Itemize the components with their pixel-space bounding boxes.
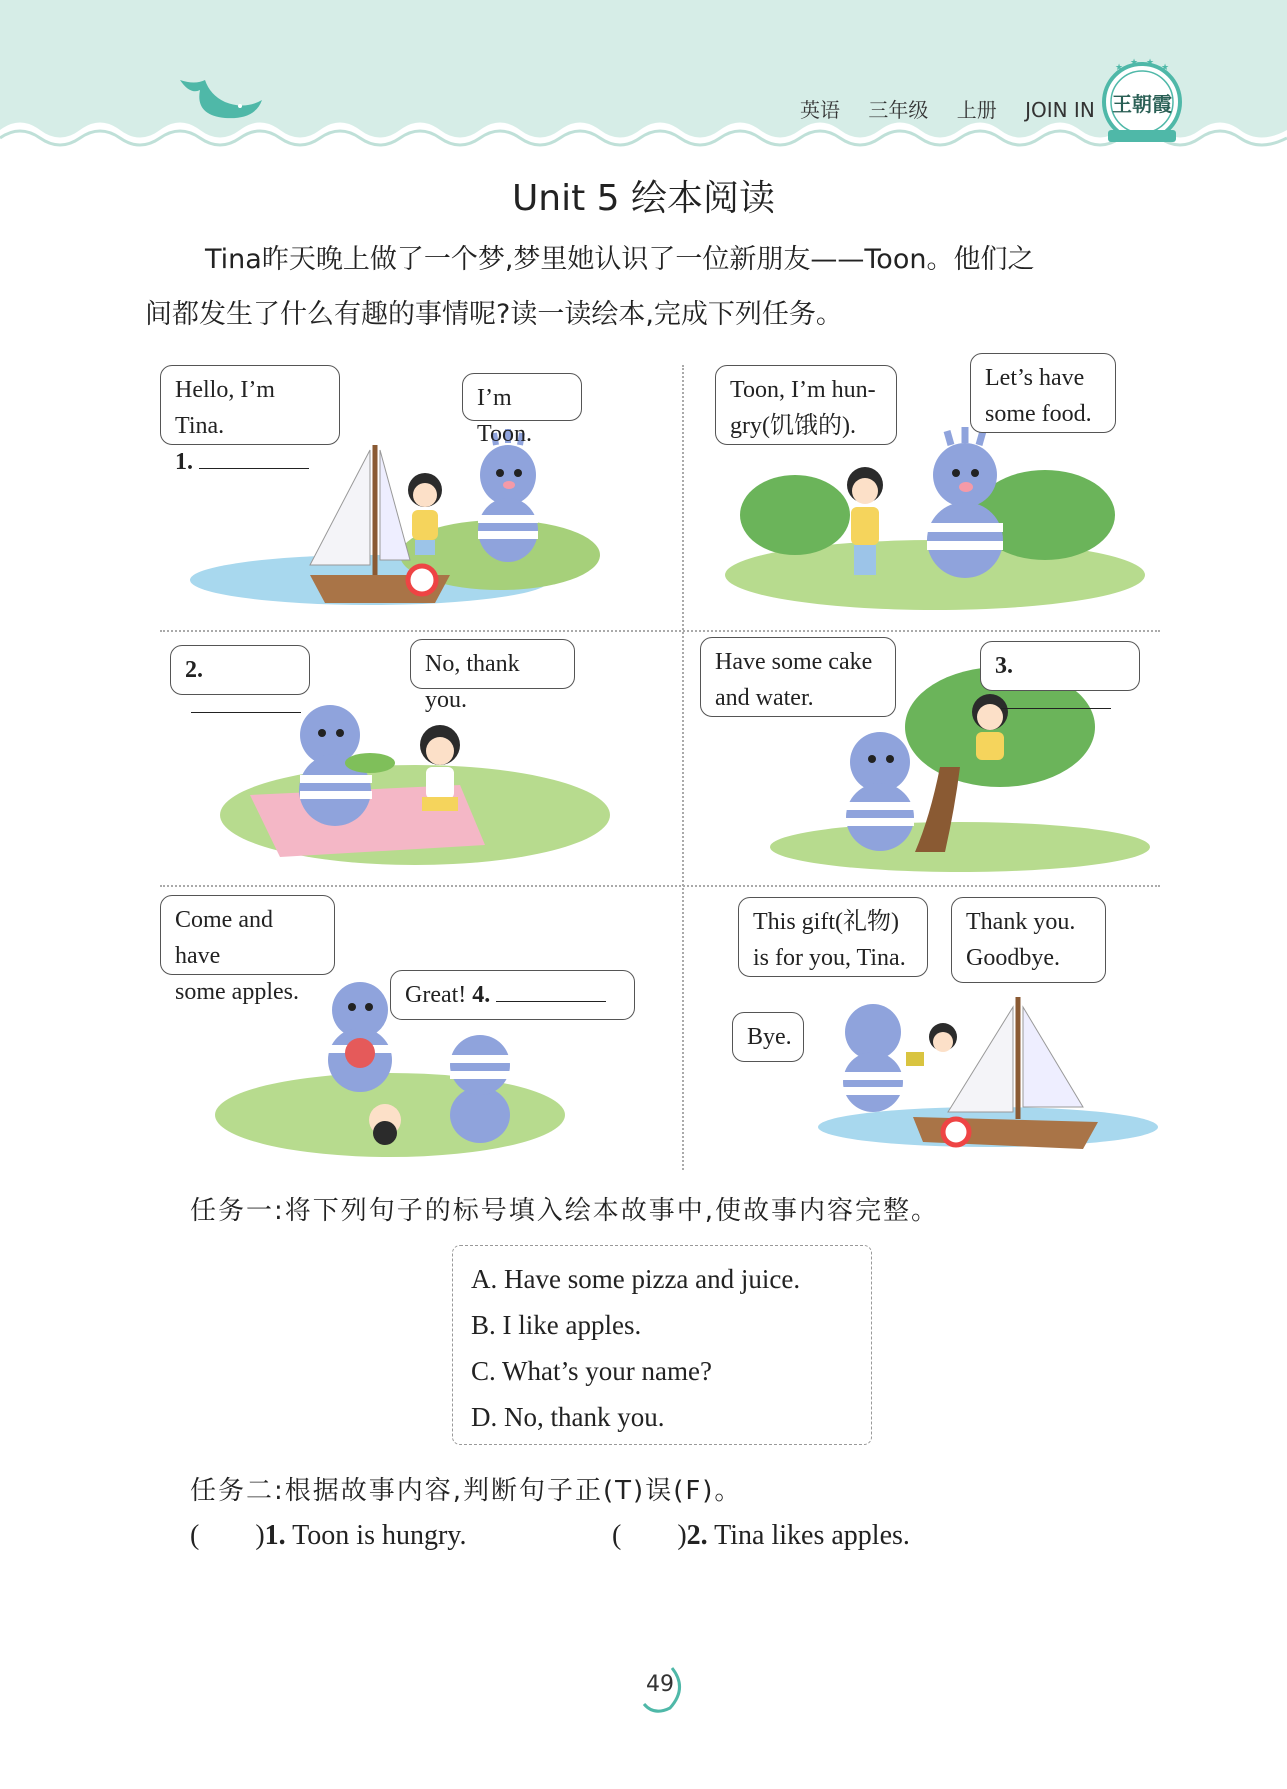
header-grade: 三年级 bbox=[868, 98, 929, 122]
speech-bubble-toon-bye bbox=[732, 1012, 804, 1062]
bubble-text: Great! bbox=[405, 982, 467, 1008]
answer-blank-4[interactable] bbox=[496, 981, 606, 1002]
speech-bubble-toon bbox=[738, 897, 928, 977]
page-title: Unit 5 绘本阅读 bbox=[511, 178, 776, 219]
bubble-text: Have some cake bbox=[715, 649, 873, 675]
tf-item-text: Tina likes apples. bbox=[707, 1520, 910, 1551]
speech-bubble-tina bbox=[715, 365, 897, 445]
bubble-text: is for you, Tina. bbox=[753, 945, 906, 971]
speech-bubble-tina bbox=[980, 641, 1140, 691]
blank-number: 2. bbox=[185, 657, 203, 683]
answer-blank-3[interactable] bbox=[1001, 688, 1111, 709]
panel-1 bbox=[160, 365, 660, 620]
bubble-text: some food. bbox=[985, 401, 1092, 427]
answer-blank-1[interactable] bbox=[199, 448, 309, 469]
header-volume: 上册 bbox=[956, 98, 997, 122]
task-1-title: 任务一:将下列句子的标号填入绘本故事中,使故事内容完整。 bbox=[190, 1196, 940, 1226]
speech-bubble-toon bbox=[700, 637, 896, 717]
option-c: C. What’s your name? bbox=[471, 1356, 712, 1386]
task-2-title: 任务二:根据故事内容,判断句子正(T)误(F)。 bbox=[190, 1476, 743, 1506]
speech-bubble-toon bbox=[170, 645, 310, 695]
publisher-logo bbox=[1100, 58, 1184, 148]
panel-3 bbox=[160, 645, 660, 900]
panel-6 bbox=[738, 897, 1238, 1152]
header-edition: JOIN IN bbox=[1025, 98, 1095, 122]
bubble-text: No, thank you. bbox=[425, 651, 520, 713]
tf-item-text: Toon is hungry. bbox=[285, 1520, 467, 1551]
panel-divider-vertical bbox=[682, 365, 684, 1170]
panel-2 bbox=[715, 365, 1215, 620]
bubble-text: This gift(礼物) bbox=[753, 909, 899, 935]
bubble-text: Toon, I’m hun- bbox=[730, 377, 876, 403]
option-d: D. No, thank you. bbox=[471, 1402, 665, 1432]
tf-item-2 bbox=[612, 1520, 910, 1552]
speech-bubble-toon bbox=[970, 353, 1116, 433]
speech-bubble-tina bbox=[951, 897, 1106, 983]
svg-text:★: ★ bbox=[1161, 63, 1170, 73]
bubble-text: and water. bbox=[715, 685, 814, 711]
speech-bubble-toon bbox=[462, 373, 582, 447]
speech-bubble-tina bbox=[160, 365, 340, 475]
bubble-text: Bye. bbox=[747, 1024, 792, 1050]
tf-item-number: 2. bbox=[686, 1520, 708, 1551]
intro-line-2: 间都发生了什么有趣的事情呢?读一读绘本,完成下列任务。 bbox=[145, 299, 843, 330]
options-box bbox=[452, 1245, 872, 1445]
answer-blank-2[interactable] bbox=[191, 692, 301, 713]
bubble-text: I’m Toon. bbox=[477, 385, 532, 447]
comic-panels bbox=[160, 365, 1160, 1170]
speech-bubble-tina bbox=[390, 970, 635, 1020]
header-meta bbox=[800, 94, 1117, 123]
tf-answer-paren[interactable]: ( ) bbox=[190, 1520, 265, 1551]
logo-text: 王朝霞 bbox=[1112, 92, 1172, 116]
option-b: B. I like apples. bbox=[471, 1310, 642, 1340]
blank-number: 4. bbox=[472, 982, 491, 1008]
bubble-text: Come and have bbox=[175, 907, 273, 969]
option-a: A. Have some pizza and juice. bbox=[471, 1264, 801, 1294]
blank-number: 3. bbox=[995, 653, 1013, 679]
svg-text:★: ★ bbox=[1130, 58, 1139, 68]
speech-bubble-tina bbox=[410, 639, 575, 713]
bubble-text: some apples. bbox=[175, 979, 299, 1005]
intro-paragraph bbox=[145, 232, 1175, 342]
panel-4 bbox=[700, 637, 1200, 892]
whale-icon bbox=[170, 70, 270, 130]
tf-answer-paren[interactable]: ( ) bbox=[612, 1520, 687, 1551]
bubble-text: Hello, I’m Tina. bbox=[175, 377, 275, 439]
tf-item-1 bbox=[190, 1520, 466, 1552]
svg-text:★: ★ bbox=[1146, 58, 1155, 68]
bubble-text: Thank you. bbox=[966, 909, 1076, 935]
panel-5 bbox=[160, 895, 660, 1150]
tf-item-number: 1. bbox=[264, 1520, 286, 1551]
panel-divider-horizontal bbox=[160, 630, 1160, 632]
bubble-text: Let’s have bbox=[985, 365, 1085, 391]
bubble-text: Goodbye. bbox=[966, 945, 1060, 971]
intro-line-1: Tina昨天晚上做了一个梦,梦里她认识了一位新朋友——Toon。他们之 bbox=[205, 244, 1035, 275]
header-subject: 英语 bbox=[800, 98, 840, 122]
svg-text:★: ★ bbox=[1115, 63, 1124, 73]
speech-bubble-toon bbox=[160, 895, 335, 1005]
page-number: 49 bbox=[646, 1672, 674, 1697]
bubble-text: gry(饥饿的). bbox=[730, 413, 856, 439]
blank-number: 1. bbox=[175, 449, 193, 475]
